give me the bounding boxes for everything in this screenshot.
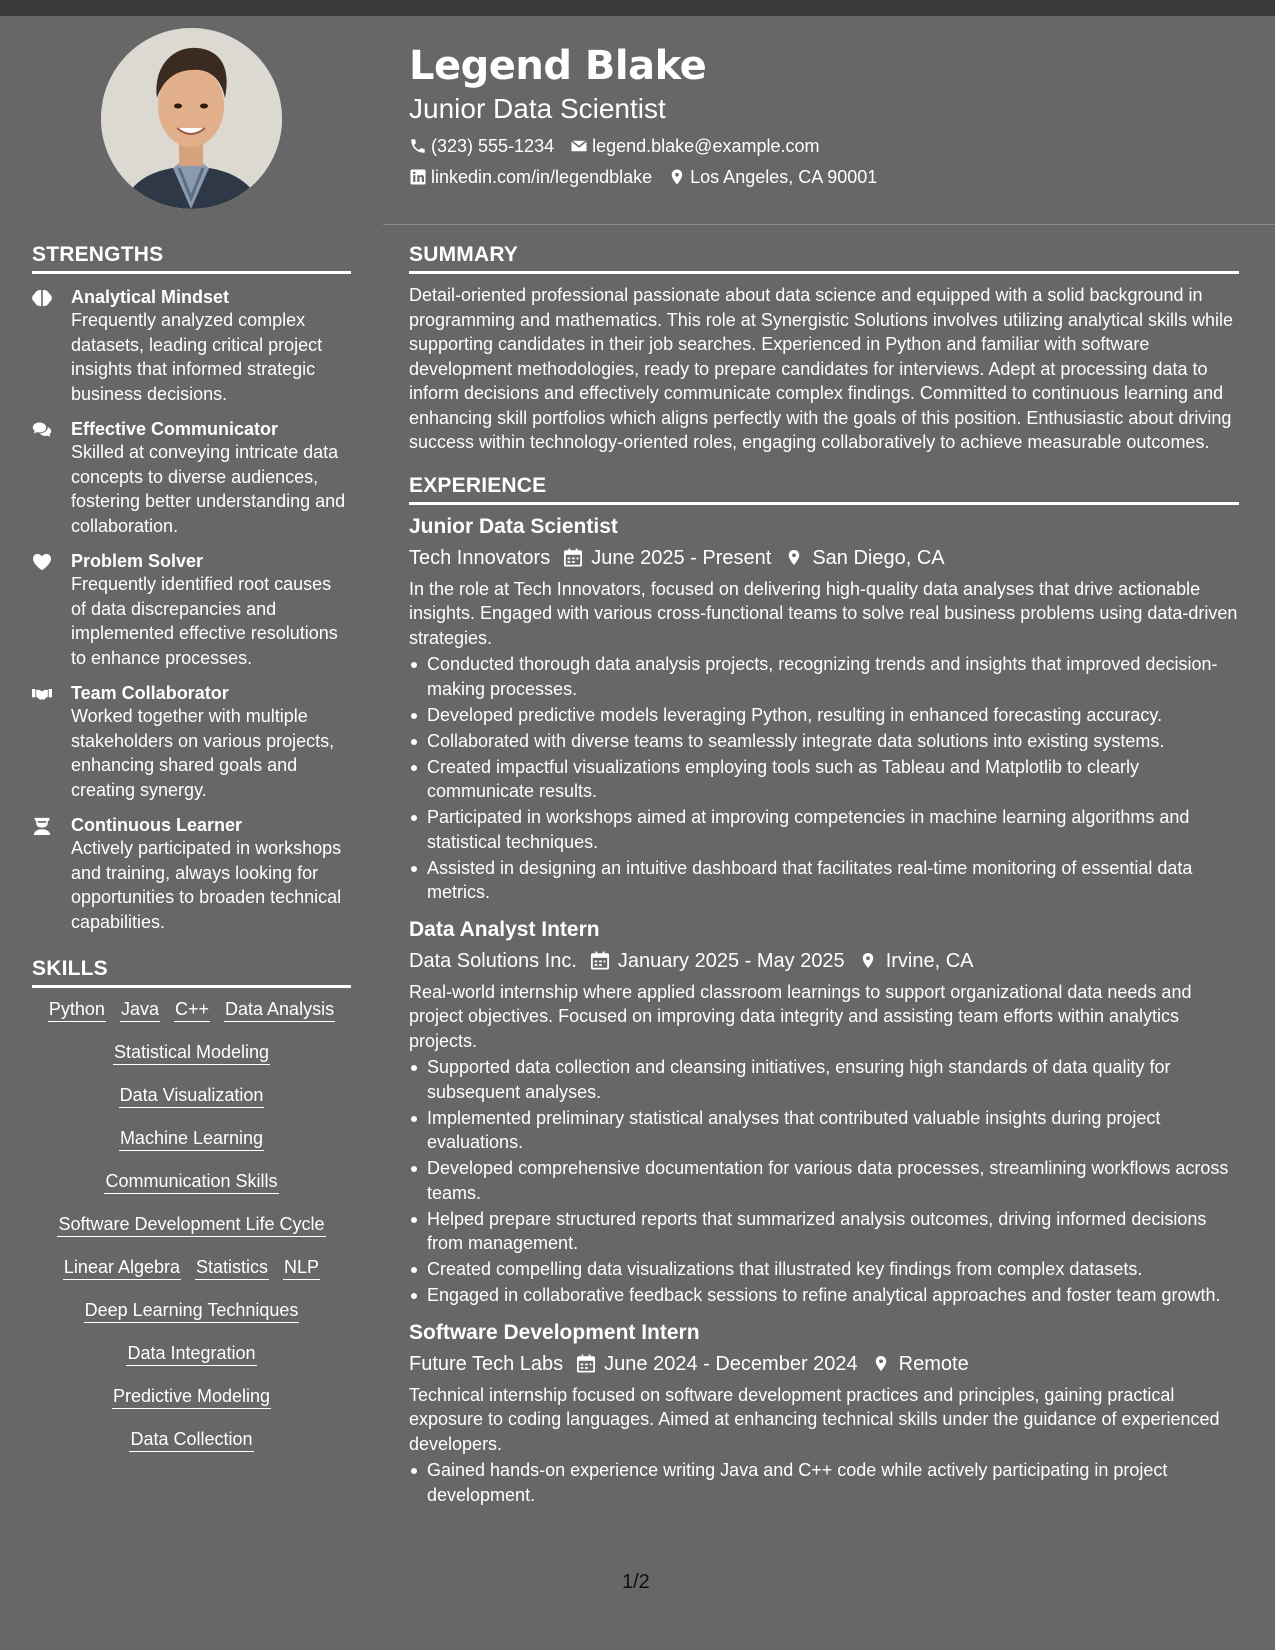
heart-icon [32,553,52,571]
strength-item [32,814,351,934]
job-dates: January 2025 - May 2025 [617,949,845,972]
skill-row [32,1127,351,1151]
job-meta [409,948,1239,974]
job-bullet: Developed comprehensive documentation for various data processes, streamlining workflows across teams. [409,1156,1239,1205]
skill-row [32,1342,351,1366]
job-description: Technical internship focused on software development practices and principles, gaining practical exposure to coding languages. Aimed at enhancing technical skills under the guidance of experienced developers. [409,1384,1220,1454]
experience-list [409,514,1239,1508]
job-bullet: Conducted thorough data analysis projects, recognizing trends and insights that improved decision-making processes. [409,652,1239,701]
job-bullet: Helped prepare structured reports that summarized analysis outcomes, driving informed decisions from management. [409,1207,1239,1256]
comments-icon [32,421,52,439]
job-entry [409,917,1239,1308]
brain-icon [32,289,52,307]
email-contact[interactable] [570,135,819,157]
candidate-title: Junior Data Scientist [409,93,666,124]
strength-desc: Worked together with multiple stakeholders on various projects, enhancing shared goals and creating synergy. [71,706,335,800]
job-dates: June 2025 - Present [591,546,772,569]
job-role: Data Analyst Intern [409,917,600,941]
map-pin-icon [859,951,877,970]
skill-tag: Data Collection [129,1428,253,1452]
linkedin-text: linkedin.com/in/legendblake [431,167,653,187]
job-meta [409,1351,1239,1377]
strength-item [32,286,351,406]
phone-icon [409,137,427,155]
summary-text: Detail-oriented professional passionate about data science and equipped with a solid background in programming and mathematics. This role at Synergistic Solutions involves utilizing analytical skills while supporting candidates in their job searches. Experienced in Python and familiar with software development methodologies, ready to prepare candidates for interviews. Adept at processing data to inform decisions and effectively communicate complex findings. Committed to continuous learning and enhancing skill portfolios which aligns perfectly with the goals of this position. Enthusiastic about driving success within technology-oriented roles, engaging collaboratively to achieve measurable outcomes. [409,285,1234,452]
strength-desc: Frequently identified root causes of data discrepancies and implemented effective resolutions to enhance processes. [71,574,338,668]
skill-row [32,1299,351,1323]
job-bullet: Implemented preliminary statistical analyses that contributed valuable insights during project evaluations. [409,1106,1239,1155]
graduate-icon [32,817,52,835]
candidate-name: Legend Blake [409,43,707,89]
job-location: Irvine, CA [885,949,974,972]
calendar-icon [577,1354,595,1373]
summary-heading: SUMMARY [409,242,1239,274]
job-role: Junior Data Scientist [409,514,618,538]
phone-text: (323) 555-1234 [431,136,555,156]
location-contact [668,166,877,188]
job-description: Real-world internship where applied classroom learnings to support organizational data needs and project objectives. Focused on improving data integrity and assisting team efforts within analytics projects. [409,981,1192,1051]
strength-title: Effective Communicator [71,419,279,439]
strength-desc: Frequently analyzed complex datasets, leading critical project insights that informed strategic business decisions. [71,310,323,404]
job-description: In the role at Tech Innovators, focused on delivering high-quality data analyses that drive actionable insights. Engaged with various cross-functional teams to solve real business problems using data-driven strategies. [409,578,1238,648]
skill-tag: Data Integration [126,1342,256,1366]
skill-row [32,1428,351,1452]
skill-tag: Deep Learning Techniques [84,1299,300,1323]
skill-tag: Communication Skills [104,1170,278,1194]
strength-item [32,682,351,802]
skill-tag: Machine Learning [119,1127,264,1151]
skills-heading: SKILLS [32,956,351,988]
top-bar [0,0,1275,16]
skill-tag: Predictive Modeling [112,1385,271,1409]
job-company: Future Tech Labs [409,1352,564,1375]
job-entry [409,1320,1239,1508]
job-bullet: Supported data collection and cleansing initiatives, ensuring high standards of data quality for subsequent analyses. [409,1055,1239,1104]
job-bullets [409,1458,1239,1507]
strength-title: Continuous Learner [71,815,243,835]
job-bullet: Assisted in designing an intuitive dashboard that facilitates real-time monitoring of essential data metrics. [409,856,1239,905]
skill-tag: Linear Algebra [63,1256,181,1280]
skill-tag: Statistical Modeling [113,1041,270,1065]
skill-row [32,1213,351,1237]
job-bullet: Created compelling data visualizations that illustrated key findings from complex datasets. [409,1257,1239,1282]
skill-row [32,1084,351,1108]
header-divider [383,224,1275,225]
contact-row-1 [409,135,1229,157]
envelope-icon [570,137,588,155]
strength-title: Problem Solver [71,551,204,571]
strength-title: Team Collaborator [71,683,229,703]
skill-row [32,1385,351,1409]
profile-photo [101,28,282,209]
handshake-icon [32,685,52,703]
job-bullet: Created impactful visualizations employing tools such as Tableau and Matplotlib to clearly communicate results. [409,755,1239,804]
skill-tag: NLP [283,1256,320,1280]
left-column [32,242,351,1471]
job-bullets [409,652,1239,905]
skill-row [32,1041,351,1065]
skill-tag: Software Development Life Cycle [57,1213,325,1237]
page-number: 1/2 [622,1571,650,1593]
map-pin-icon [668,168,686,186]
location-text: Los Angeles, CA 90001 [690,167,878,187]
map-pin-icon [872,1354,890,1373]
job-location: Remote [898,1352,969,1375]
job-company: Tech Innovators [409,546,551,569]
experience-heading: EXPERIENCE [409,473,1239,505]
job-location: San Diego, CA [812,546,945,569]
skill-tag: Data Visualization [119,1084,265,1108]
job-entry [409,514,1239,905]
linkedin-contact[interactable] [409,166,652,188]
map-pin-icon [785,548,803,567]
skill-row [32,1170,351,1194]
resume-header [409,40,1229,188]
job-bullets [409,1055,1239,1308]
job-bullet: Collaborated with diverse teams to seamlessly integrate data solutions into existing systems. [409,729,1239,754]
job-role: Software Development Intern [409,1320,700,1344]
strength-desc: Actively participated in workshops and training, always looking for opportunities to broaden technical capabilities. [71,838,342,932]
email-text: legend.blake@example.com [592,136,820,156]
skill-tag: Statistics [195,1256,269,1280]
strength-title: Analytical Mindset [71,287,230,307]
skill-row [32,998,351,1022]
calendar-icon [591,951,609,970]
calendar-icon [564,548,582,567]
skill-tag: C++ [174,998,210,1022]
phone-contact [409,135,554,157]
skill-tag: Python [48,998,106,1022]
linkedin-icon [409,168,427,186]
job-bullet: Engaged in collaborative feedback sessions to refine analytical approaches and foster team growth. [409,1283,1239,1308]
right-column [409,242,1239,1509]
skill-tag: Java [120,998,160,1022]
skill-row [32,1256,351,1280]
skill-tag: Data Analysis [224,998,335,1022]
job-bullet: Developed predictive models leveraging Python, resulting in enhanced forecasting accuracy. [409,703,1239,728]
strength-desc: Skilled at conveying intricate data concepts to diverse audiences, fostering better understanding and collaboration. [71,442,346,536]
job-bullet: Gained hands-on experience writing Java and C++ code while actively participating in project development. [409,1458,1239,1507]
strengths-heading: STRENGTHS [32,242,351,274]
job-meta [409,545,1239,571]
skills-list [32,998,351,1452]
job-company: Data Solutions Inc. [409,949,577,972]
strength-item [32,418,351,538]
strength-item [32,550,351,670]
job-bullet: Participated in workshops aimed at improving competencies in machine learning algorithms and statistical techniques. [409,805,1239,854]
job-dates: June 2024 - December 2024 [604,1352,858,1375]
contact-row-2 [409,166,1229,188]
